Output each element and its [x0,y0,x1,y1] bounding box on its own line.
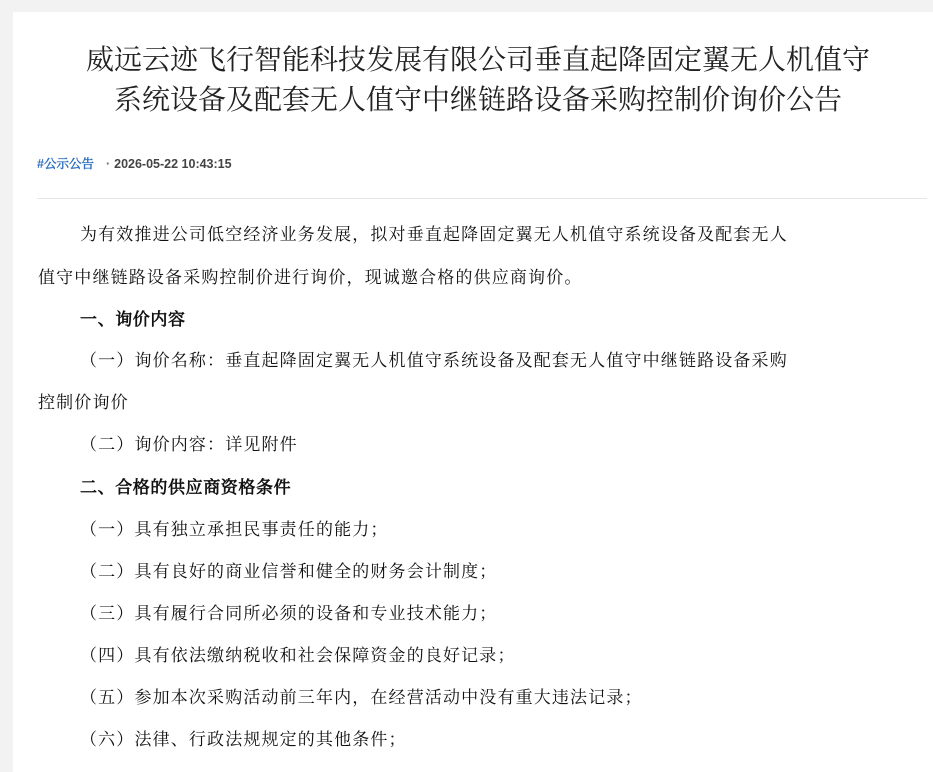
category-tag-link[interactable]: #公示公告 [37,157,94,171]
intro-paragraph-line-2: 值守中继链路设备采购控制价进行询价，现诚邀合格的供应商询价。 [38,268,583,288]
qualification-item: （六）法律、行政法规规定的其他条件； [80,730,407,750]
meta-separator: · [105,157,111,171]
qualification-item: （二）具有良好的商业信誉和健全的财务会计制度； [80,562,498,582]
section-heading-supplier-qualifications: 二、合格的供应商资格条件 [80,478,292,498]
inquiry-name-line-2: 控制价询价 [38,393,129,413]
article-title [13,40,933,120]
intro-paragraph-line-1: 为有效推进公司低空经济业务发展，拟对垂直起降固定翼无人机值守系统设备及配套无人 [80,225,788,245]
publish-datetime: 2026-05-22 10:43:15 [114,157,232,171]
inquiry-content-item: （二）询价内容：详见附件 [80,435,298,455]
qualification-item: （一）具有独立承担民事责任的能力； [80,520,389,540]
section-heading-inquiry-content: 一、询价内容 [80,310,186,330]
article-page [13,12,933,772]
qualification-item: （五）参加本次采购活动前三年内，在经营活动中没有重大违法记录； [80,688,643,708]
header-divider [37,198,927,199]
article-meta [37,154,232,172]
qualification-item: （四）具有依法缴纳税收和社会保障资金的良好记录； [80,646,516,666]
qualification-item: （三）具有履行合同所必须的设备和专业技术能力； [80,604,498,624]
article-title-line-2: 系统设备及配套无人值守中继链路设备采购控制价询价公告 [113,83,842,116]
inquiry-name-line-1: （一）询价名称：垂直起降固定翼无人机值守系统设备及配套无人值守中继链路设备采购 [80,351,788,371]
article-title-line-1: 威远云迹飞行智能科技发展有限公司垂直起降固定翼无人机值守 [85,43,870,76]
